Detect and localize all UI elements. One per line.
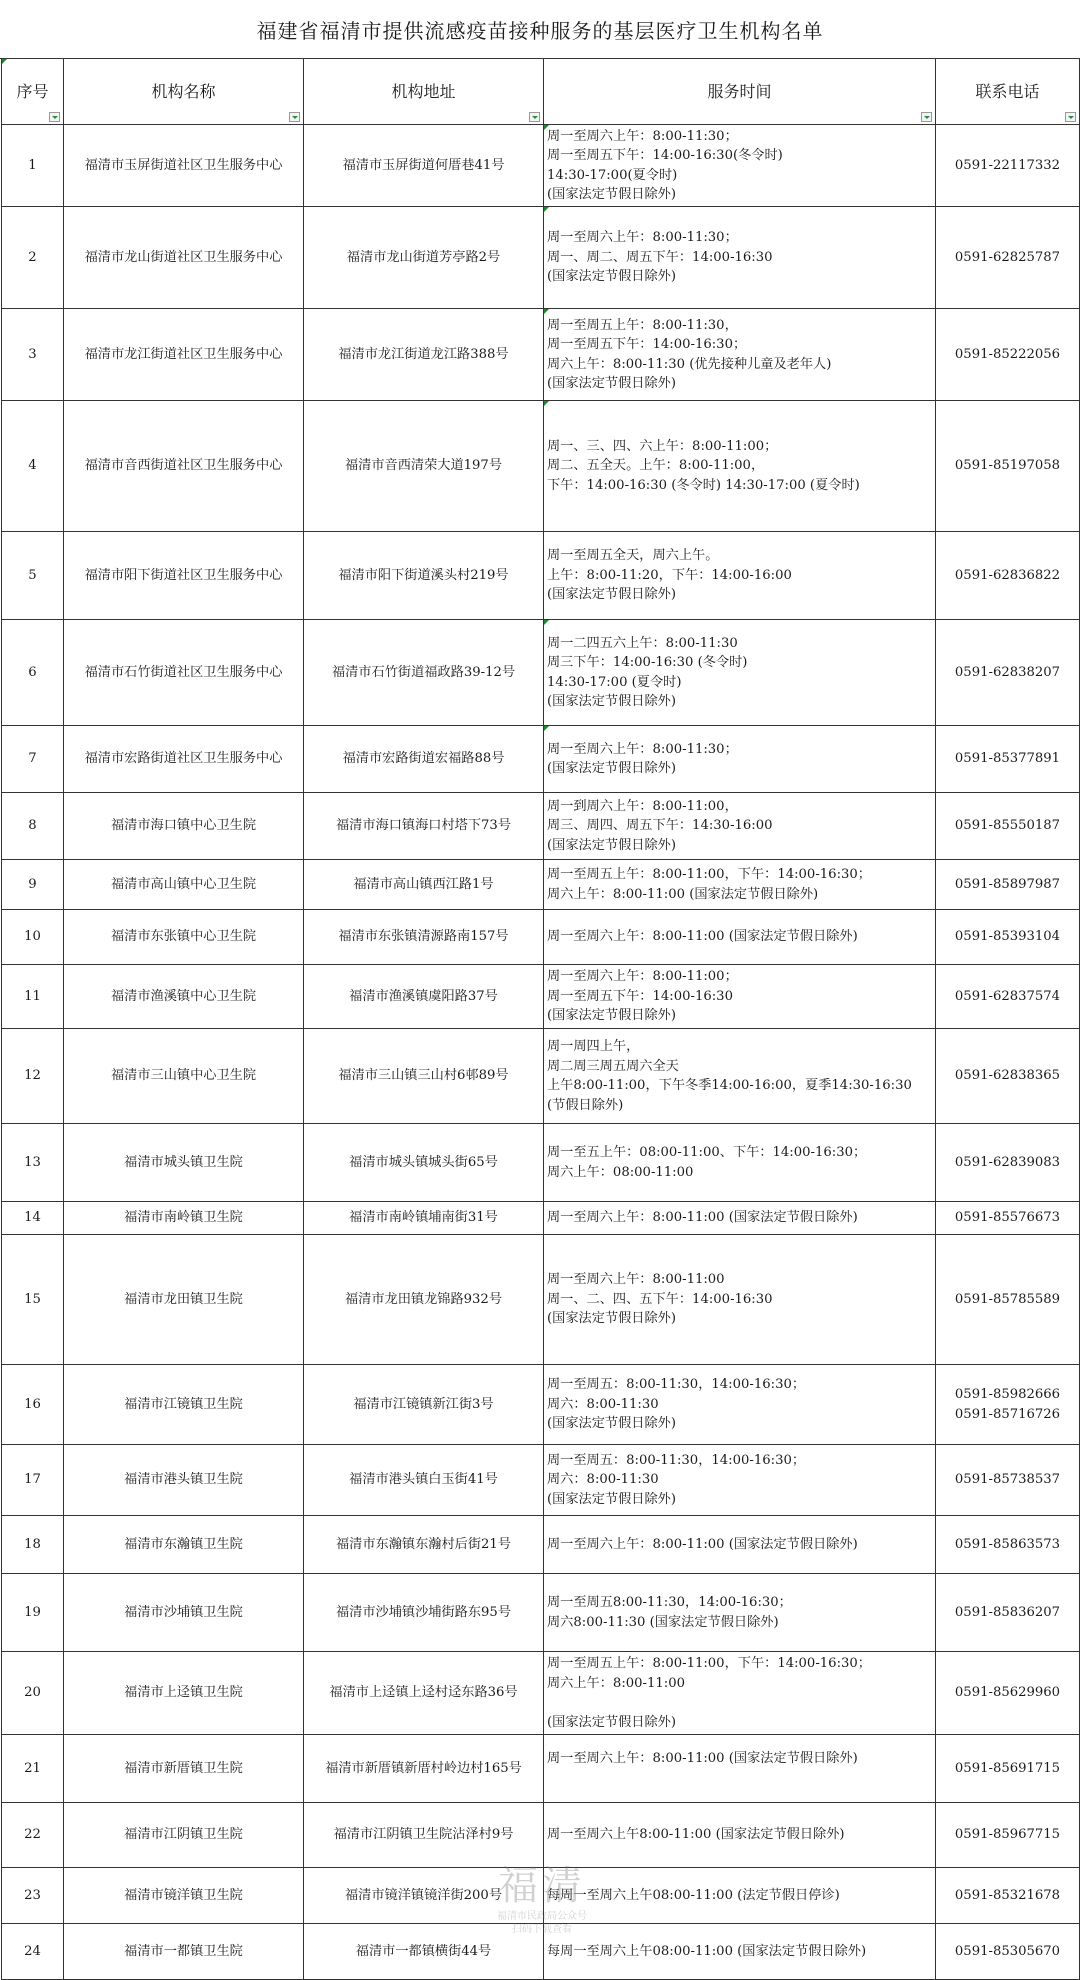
row-number: 6 bbox=[2, 620, 64, 726]
clinic-name: 福清市渔溪镇中心卫生院 bbox=[64, 965, 304, 1029]
table-row bbox=[2, 1516, 1080, 1574]
clinic-name: 福清市宏路街道社区卫生服务中心 bbox=[64, 726, 304, 793]
service-hours: 周一至周五：8:00-11:30，14:00-16:30； 周六：8:00-11:30 (国家法定节假日除外) bbox=[544, 1365, 936, 1445]
clinic-name: 福清市三山镇中心卫生院 bbox=[64, 1029, 304, 1124]
clinic-name: 福清市上迳镇卫生院 bbox=[64, 1652, 304, 1735]
clinic-name: 福清市港头镇卫生院 bbox=[64, 1445, 304, 1516]
filter-dropdown-icon[interactable] bbox=[529, 112, 540, 122]
filter-dropdown-icon[interactable] bbox=[1065, 112, 1076, 122]
clinic-name: 福清市镜洋镇卫生院 bbox=[64, 1868, 304, 1924]
service-hours: 周一二四五六上午：8:00-11:30 周三下午：14:00-16:30 (冬令时) 14:30-17:00 (夏令时) (国家法定节假日除外) bbox=[544, 620, 936, 726]
contact-phone: 0591-85897987 bbox=[936, 860, 1080, 910]
row-number: 9 bbox=[2, 860, 64, 910]
contact-phone: 0591-85691715 bbox=[936, 1735, 1080, 1803]
contact-phone: 0591-62836822 bbox=[936, 532, 1080, 620]
cell-marker-icon bbox=[544, 401, 549, 406]
table-row bbox=[2, 965, 1080, 1029]
contact-phone: 0591-85222056 bbox=[936, 309, 1080, 401]
service-hours: 周一至周六上午：8:00-11:30； 周一、周二、周五下午：14:00-16:30 (国家法定节假日除外) bbox=[544, 207, 936, 309]
col-header-hours: 服务时间 bbox=[544, 59, 936, 125]
clinic-address: 福清市港头镇白玉街41号 bbox=[304, 1445, 544, 1516]
contact-phone: 0591-85305670 bbox=[936, 1924, 1080, 1980]
service-hours: 周一至周五8:00-11:30，14:00-16:30； 周六8:00-11:30 (国家法定节假日除外) bbox=[544, 1574, 936, 1652]
filter-dropdown-icon[interactable] bbox=[289, 112, 300, 122]
clinic-name: 福清市东张镇中心卫生院 bbox=[64, 910, 304, 965]
cell-marker-icon bbox=[544, 726, 549, 731]
clinic-name: 福清市江镜镇卫生院 bbox=[64, 1365, 304, 1445]
row-number: 14 bbox=[2, 1202, 64, 1235]
clinic-name: 福清市海口镇中心卫生院 bbox=[64, 793, 304, 860]
table-row bbox=[2, 1202, 1080, 1235]
contact-phone: 0591-85629960 bbox=[936, 1652, 1080, 1735]
table-row bbox=[2, 309, 1080, 401]
clinic-name: 福清市城头镇卫生院 bbox=[64, 1124, 304, 1202]
page-title: 福建省福清市提供流感疫苗接种服务的基层医疗卫生机构名单 bbox=[0, 0, 1080, 59]
service-hours: 周一至周五上午：8:00-11:00，下午：14:00-16:30； 周六上午：8:00-11:00 (国家法定节假日除外) bbox=[544, 860, 936, 910]
row-number: 23 bbox=[2, 1868, 64, 1924]
cell-marker-icon bbox=[544, 620, 549, 625]
clinic-name: 福清市玉屏街道社区卫生服务中心 bbox=[64, 125, 304, 207]
clinic-address: 福清市宏路街道宏福路88号 bbox=[304, 726, 544, 793]
table-row bbox=[2, 910, 1080, 965]
clinic-address: 福清市龙江街道龙江路388号 bbox=[304, 309, 544, 401]
row-number: 24 bbox=[2, 1924, 64, 1980]
cell-marker-icon bbox=[544, 309, 549, 314]
filter-dropdown-icon[interactable] bbox=[49, 112, 60, 122]
service-hours: 周一周四上午， 周二周三周五周六全天 上午8:00-11:00，下午冬季14:00-16:00，夏季14:30-16:30 (节假日除外) bbox=[544, 1029, 936, 1124]
service-hours: 每周一至周六上午08:00-11:00 (国家法定节假日除外) bbox=[544, 1924, 936, 1980]
service-hours: 周一至周六上午：8:00-11:00； 周一至周五下午：14:00-16:30 (国家法定节假日除外) bbox=[544, 965, 936, 1029]
clinic-name: 福清市音西街道社区卫生服务中心 bbox=[64, 401, 304, 532]
watermark-caption: 福清市民政局公众号 扫码下载查看 bbox=[497, 1911, 587, 1935]
row-number: 10 bbox=[2, 910, 64, 965]
row-number: 3 bbox=[2, 309, 64, 401]
service-hours: 周一至周六上午：8:00-11:00 (国家法定节假日除外) bbox=[544, 1202, 936, 1235]
service-hours: 周一至周五上午：8:00-11:00，下午：14:00-16:30； 周六上午：8:00-11:00 (国家法定节假日除外) bbox=[544, 1652, 936, 1735]
table-row bbox=[2, 532, 1080, 620]
table-row bbox=[2, 793, 1080, 860]
row-number: 16 bbox=[2, 1365, 64, 1445]
service-hours: 周一至五上午：08:00-11:00、下午：14:00-16:30； 周六上午：08:00-11:00 bbox=[544, 1124, 936, 1202]
row-number: 8 bbox=[2, 793, 64, 860]
table-row bbox=[2, 401, 1080, 532]
row-number: 22 bbox=[2, 1803, 64, 1868]
table-row bbox=[2, 726, 1080, 793]
contact-phone: 0591-62838207 bbox=[936, 620, 1080, 726]
clinic-name: 福清市一都镇卫生院 bbox=[64, 1924, 304, 1980]
clinic-name: 福清市高山镇中心卫生院 bbox=[64, 860, 304, 910]
clinic-address: 福清市音西清荣大道197号 bbox=[304, 401, 544, 532]
cell-marker-icon bbox=[544, 207, 549, 212]
row-number: 18 bbox=[2, 1516, 64, 1574]
clinic-address: 福清市江阴镇卫生院沾泽村9号 bbox=[304, 1803, 544, 1868]
clinic-address: 福清市海口镇海口村塔下73号 bbox=[304, 793, 544, 860]
row-number: 20 bbox=[2, 1652, 64, 1735]
service-hours: 周一至周六上午：8:00-11:30； 周一至周五下午：14:00-16:30(冬令时) 14:30-17:00(夏令时) (国家法定节假日除外) bbox=[544, 125, 936, 207]
header-row bbox=[2, 59, 1080, 125]
contact-phone: 0591-85982666 0591-85716726 bbox=[936, 1365, 1080, 1445]
clinic-name: 福清市龙田镇卫生院 bbox=[64, 1235, 304, 1365]
table-row bbox=[2, 1924, 1080, 1980]
row-number: 13 bbox=[2, 1124, 64, 1202]
row-number: 21 bbox=[2, 1735, 64, 1803]
contact-phone: 0591-22117332 bbox=[936, 125, 1080, 207]
contact-phone: 0591-85197058 bbox=[936, 401, 1080, 532]
filter-dropdown-icon[interactable] bbox=[921, 112, 932, 122]
contact-phone: 0591-62839083 bbox=[936, 1124, 1080, 1202]
clinic-name: 福清市江阴镇卫生院 bbox=[64, 1803, 304, 1868]
table-row bbox=[2, 207, 1080, 309]
contact-phone: 0591-85393104 bbox=[936, 910, 1080, 965]
contact-phone: 0591-85550187 bbox=[936, 793, 1080, 860]
contact-phone: 0591-62825787 bbox=[936, 207, 1080, 309]
service-hours: 每周一至周六上午08:00-11:00 (法定节假日停诊) bbox=[544, 1868, 936, 1924]
service-hours: 周一至周六上午8:00-11:00 (国家法定节假日除外) bbox=[544, 1803, 936, 1868]
cell-marker-icon bbox=[544, 125, 549, 130]
row-number: 12 bbox=[2, 1029, 64, 1124]
service-hours: 周一至周六上午：8:00-11:00 (国家法定节假日除外) bbox=[544, 1735, 936, 1803]
contact-phone: 0591-85576673 bbox=[936, 1202, 1080, 1235]
clinic-name: 福清市沙埔镇卫生院 bbox=[64, 1574, 304, 1652]
clinic-name: 福清市东瀚镇卫生院 bbox=[64, 1516, 304, 1574]
service-hours: 周一到周六上午：8:00-11:00， 周三、周四、周五下午：14:30-16:00 (国家法定节假日除外) bbox=[544, 793, 936, 860]
clinic-name: 福清市南岭镇卫生院 bbox=[64, 1202, 304, 1235]
clinic-address: 福清市江镜镇新江街3号 bbox=[304, 1365, 544, 1445]
row-number: 5 bbox=[2, 532, 64, 620]
clinic-address: 福清市上迳镇上迳村迳东路36号 bbox=[304, 1652, 544, 1735]
service-hours: 周一至周五全天，周六上午。 上午：8:00-11:20，下午：14:00-16:00 (国家法定节假日除外) bbox=[544, 532, 936, 620]
service-hours: 周一至周六上午：8:00-11:00 (国家法定节假日除外) bbox=[544, 1516, 936, 1574]
clinic-address: 福清市沙埔镇沙埔街路东95号 bbox=[304, 1574, 544, 1652]
watermark-text: 福清 bbox=[498, 1863, 586, 1909]
table-row bbox=[2, 1124, 1080, 1202]
clinic-address: 福清市东瀚镇东瀚村后街21号 bbox=[304, 1516, 544, 1574]
clinic-address: 福清市新厝镇新厝村岭边村165号 bbox=[304, 1735, 544, 1803]
service-hours: 周一至周六上午：8:00-11:30； (国家法定节假日除外) bbox=[544, 726, 936, 793]
row-number: 15 bbox=[2, 1235, 64, 1365]
table-row bbox=[2, 1868, 1080, 1924]
service-hours: 周一至周五：8:00-11:30，14:00-16:30； 周六：8:00-11:30 (国家法定节假日除外) bbox=[544, 1445, 936, 1516]
clinic-name: 福清市龙江街道社区卫生服务中心 bbox=[64, 309, 304, 401]
contact-phone: 0591-85836207 bbox=[936, 1574, 1080, 1652]
col-header-address: 机构地址 bbox=[304, 59, 544, 125]
row-number: 19 bbox=[2, 1574, 64, 1652]
table-row bbox=[2, 1652, 1080, 1735]
contact-phone: 0591-85785589 bbox=[936, 1235, 1080, 1365]
contact-phone: 0591-85967715 bbox=[936, 1803, 1080, 1868]
table-row bbox=[2, 1445, 1080, 1516]
clinic-table bbox=[1, 58, 1080, 1980]
contact-phone: 0591-85377891 bbox=[936, 726, 1080, 793]
contact-phone: 0591-85863573 bbox=[936, 1516, 1080, 1574]
clinic-address: 福清市龙山街道芳亭路2号 bbox=[304, 207, 544, 309]
clinic-address: 福清市三山镇三山村6邨89号 bbox=[304, 1029, 544, 1124]
row-number: 7 bbox=[2, 726, 64, 793]
clinic-address: 福清市渔溪镇虞阳路37号 bbox=[304, 965, 544, 1029]
clinic-address: 福清市一都镇横街44号 bbox=[304, 1924, 544, 1980]
row-number: 17 bbox=[2, 1445, 64, 1516]
row-number: 11 bbox=[2, 965, 64, 1029]
service-hours: 周一至周五上午：8:00-11:30， 周一至周五下午：14:00-16:30； 周六上午：8:00-11:30 (优先接种儿童及老年人) (国家法定节假日除外) bbox=[544, 309, 936, 401]
table-row bbox=[2, 620, 1080, 726]
clinic-address: 福清市高山镇西江路1号 bbox=[304, 860, 544, 910]
table-row bbox=[2, 1029, 1080, 1124]
row-number: 4 bbox=[2, 401, 64, 532]
contact-phone: 0591-85738537 bbox=[936, 1445, 1080, 1516]
clinic-address: 福清市城头镇城头街65号 bbox=[304, 1124, 544, 1202]
clinic-address: 福清市石竹街道福政路39-12号 bbox=[304, 620, 544, 726]
service-hours: 周一至周六上午：8:00-11:00 (国家法定节假日除外) bbox=[544, 910, 936, 965]
row-number: 2 bbox=[2, 207, 64, 309]
table-row bbox=[2, 1803, 1080, 1868]
clinic-address: 福清市龙田镇龙锦路932号 bbox=[304, 1235, 544, 1365]
table-row bbox=[2, 1735, 1080, 1803]
service-hours: 周一至周六上午：8:00-11:00 周一、二、四、五下午：14:00-16:30 (国家法定节假日除外) bbox=[544, 1235, 936, 1365]
clinic-address: 福清市阳下街道溪头村219号 bbox=[304, 532, 544, 620]
table-row bbox=[2, 1574, 1080, 1652]
clinic-name: 福清市龙山街道社区卫生服务中心 bbox=[64, 207, 304, 309]
table-row bbox=[2, 125, 1080, 207]
table-row bbox=[2, 1365, 1080, 1445]
clinic-name: 福清市石竹街道社区卫生服务中心 bbox=[64, 620, 304, 726]
contact-phone: 0591-62838365 bbox=[936, 1029, 1080, 1124]
clinic-address: 福清市镜洋镇镜洋街200号 bbox=[304, 1868, 544, 1924]
col-header-no: 序号 bbox=[2, 59, 64, 125]
contact-phone: 0591-85321678 bbox=[936, 1868, 1080, 1924]
service-hours: 周一、三、四、六上午：8:00-11:00； 周二、五全天。上午：8:00-11:00， 下午：14:00-16:30 (冬令时) 14:30-17:00 (夏令时) bbox=[544, 401, 936, 532]
contact-phone: 0591-62837574 bbox=[936, 965, 1080, 1029]
table-row bbox=[2, 1235, 1080, 1365]
clinic-name: 福清市阳下街道社区卫生服务中心 bbox=[64, 532, 304, 620]
clinic-address: 福清市南岭镇埔南街31号 bbox=[304, 1202, 544, 1235]
col-header-name: 机构名称 bbox=[64, 59, 304, 125]
clinic-name: 福清市新厝镇卫生院 bbox=[64, 1735, 304, 1803]
table-row bbox=[2, 860, 1080, 910]
clinic-address: 福清市玉屏街道何厝巷41号 bbox=[304, 125, 544, 207]
col-header-phone: 联系电话 bbox=[936, 59, 1080, 125]
clinic-address: 福清市东张镇清源路南157号 bbox=[304, 910, 544, 965]
row-number: 1 bbox=[2, 125, 64, 207]
